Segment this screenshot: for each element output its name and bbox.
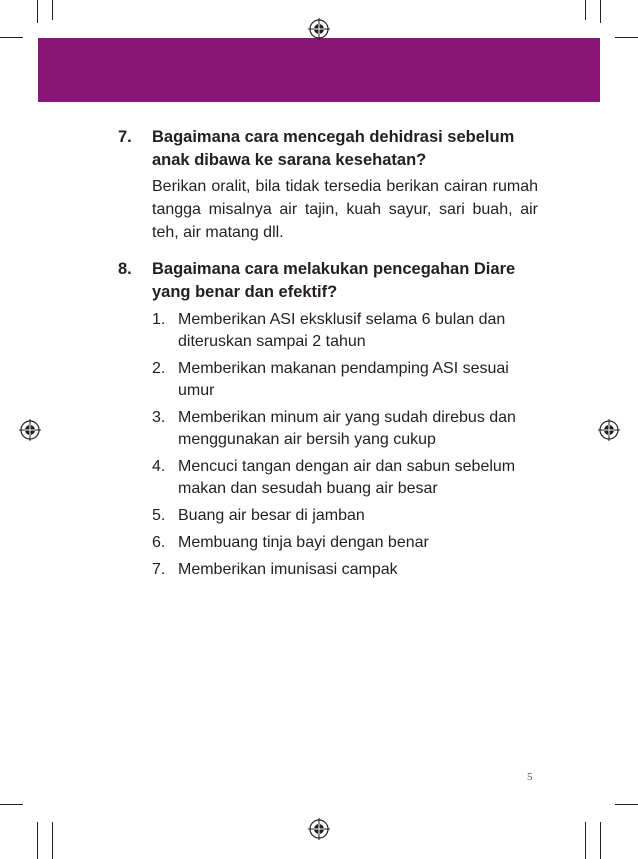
crop-mark-bottom-right-h bbox=[615, 804, 638, 805]
crop-mark-bottom-left-v bbox=[37, 822, 38, 859]
question-title: Bagaimana cara melakukan pencegahan Diare yang benar dan efektif? bbox=[152, 260, 516, 301]
crop-mark-top-left-v bbox=[37, 0, 38, 23]
question-title: Bagaimana cara mencegah dehidrasi sebelum anak dibawa ke sarana kesehatan? bbox=[152, 128, 515, 169]
prevention-list bbox=[152, 309, 538, 581]
list-item-text: Memberikan imunisasi campak bbox=[178, 561, 398, 578]
list-item bbox=[152, 559, 538, 581]
question-number: 7. bbox=[118, 128, 132, 146]
list-item-text: Memberikan makanan pendamping ASI sesuai umur bbox=[178, 360, 509, 399]
crop-mark-top-right-h bbox=[615, 37, 638, 38]
list-item-text: Mencuci tangan dengan air dan sabun sebelum makan dan sesudah buang air besar bbox=[178, 458, 516, 497]
page-content bbox=[118, 126, 538, 595]
list-item bbox=[152, 407, 538, 451]
crop-mark-top-left-h bbox=[0, 37, 23, 38]
crop-mark-bottom-left-h bbox=[0, 804, 23, 805]
page-number: 5 bbox=[527, 771, 533, 783]
list-item bbox=[152, 309, 538, 353]
header-band bbox=[38, 38, 600, 102]
list-item bbox=[152, 532, 538, 554]
list-item-text: Membuang tinja bayi dengan benar bbox=[178, 534, 429, 551]
crop-mark-bottom-left-v2 bbox=[52, 822, 53, 859]
question-number: 8. bbox=[118, 260, 132, 278]
list-item-number: 1. bbox=[152, 311, 166, 328]
crop-mark-bottom-right-v2 bbox=[585, 822, 586, 859]
list-item-number: 5. bbox=[152, 507, 166, 524]
crop-mark-top-left-v2 bbox=[52, 0, 53, 20]
question-8 bbox=[118, 258, 538, 581]
crop-mark-top-right-v bbox=[600, 0, 601, 23]
registration-mark-icon bbox=[19, 419, 41, 441]
question-answer: Berikan oralit, bila tidak tersedia berikan cairan rumah tangga misalnya air tajin, kuah sayur, sari buah, air teh, air matang dll. bbox=[152, 178, 538, 241]
registration-mark-icon bbox=[308, 18, 330, 40]
list-item-text: Buang air besar di jamban bbox=[178, 507, 365, 524]
crop-mark-bottom-right-v bbox=[600, 822, 601, 859]
registration-mark-icon bbox=[598, 419, 620, 441]
registration-mark-icon bbox=[308, 818, 330, 840]
list-item-number: 4. bbox=[152, 458, 166, 475]
list-item bbox=[152, 456, 538, 500]
list-item-number: 7. bbox=[152, 561, 166, 578]
list-item-text: Memberikan ASI eksklusif selama 6 bulan dan diteruskan sampai 2 tahun bbox=[178, 311, 506, 350]
list-item-text: Memberikan minum air yang sudah direbus dan menggunakan air bersih yang cukup bbox=[178, 409, 516, 448]
list-item bbox=[152, 505, 538, 527]
list-item-number: 6. bbox=[152, 534, 166, 551]
list-item bbox=[152, 358, 538, 402]
list-item-number: 2. bbox=[152, 360, 166, 377]
question-7 bbox=[118, 126, 538, 244]
list-item-number: 3. bbox=[152, 409, 166, 426]
crop-mark-top-right-v2 bbox=[585, 0, 586, 20]
